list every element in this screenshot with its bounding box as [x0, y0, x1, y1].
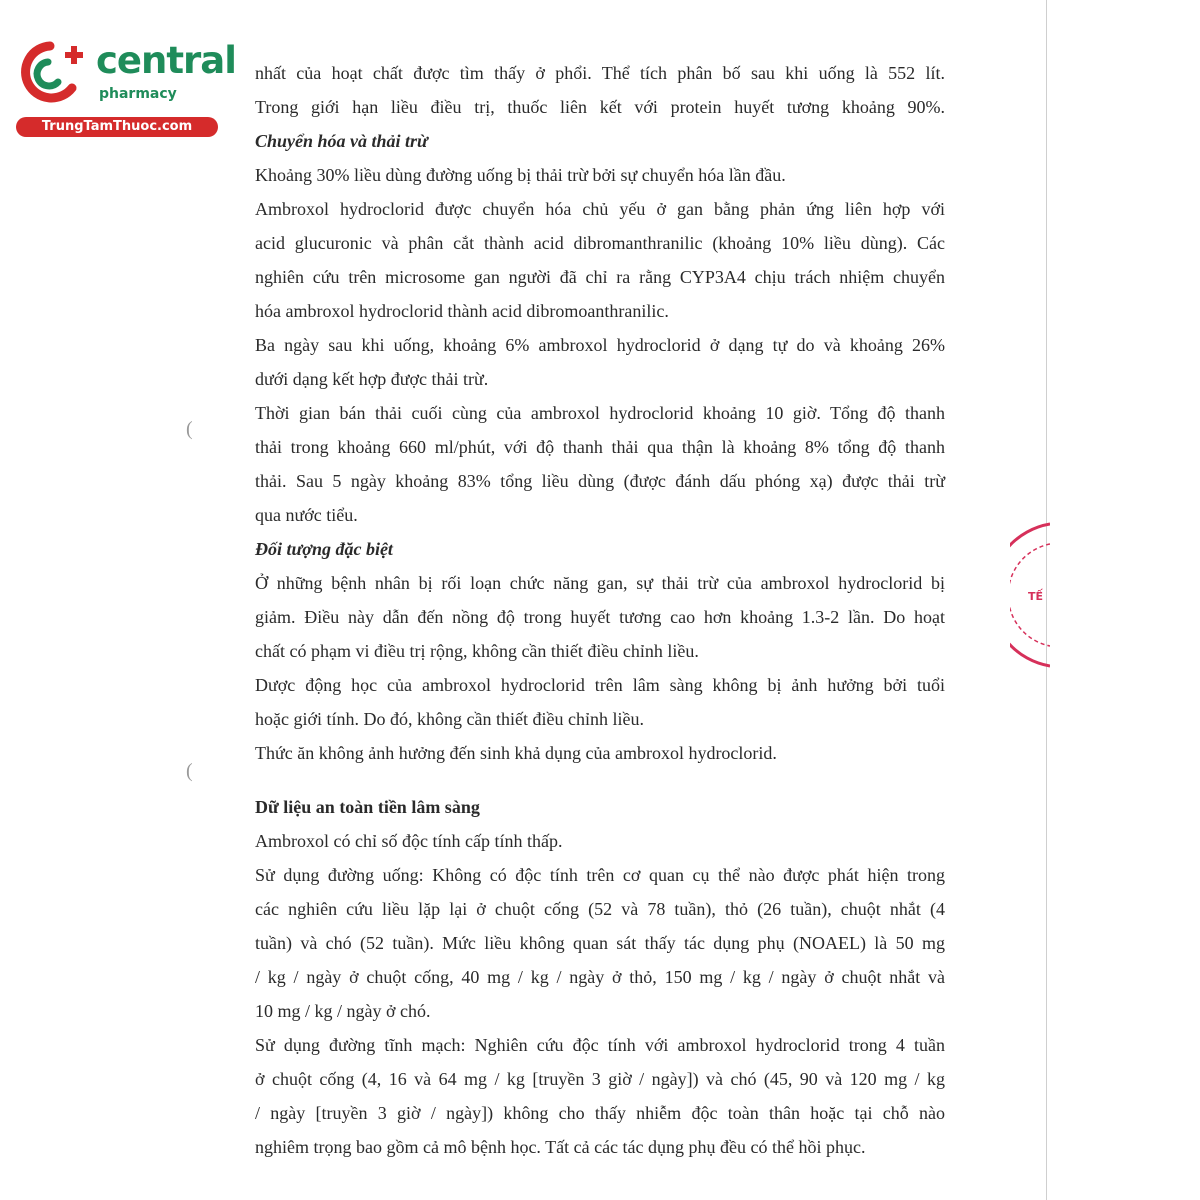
text-line: nghiêm trọng bao gồm cả mô bệnh học. Tất cả các tác dụng phụ đều có thể hồi phục. [255, 1137, 866, 1157]
text-line: Thời gian bán thải cuối cùng của ambroxol hydroclorid khoảng 10 giờ. Tổng độ thanh [255, 403, 945, 423]
text-line: Sử dụng đường uống: Không có độc tính trên cơ quan cụ thể nào được phát hiện trong [255, 865, 945, 885]
text-line: ở chuột cống (4, 16 và 64 mg / kg [truyền 3 giờ / ngày]) và chó (45, 90 và 120 mg / kg [255, 1069, 945, 1089]
text-line: Ambroxol có chỉ số độc tính cấp tính thấp. [255, 831, 563, 851]
logo-brand-text: central [96, 39, 236, 82]
stamp-text: TẾ [1028, 590, 1044, 603]
text-line: chất có phạm vi điều trị rộng, không cần thiết điều chỉnh liều. [255, 641, 699, 661]
text-line: Trong giới hạn liều điều trị, thuốc liên kết với protein huyết tương khoảng 90%. [255, 97, 945, 117]
text-line: các nghiên cứu liều lặp lại ở chuột cống (52 và 78 tuần), thỏ (26 tuần), chuột nhắt (4 [255, 899, 945, 919]
logo-mark-icon [10, 38, 90, 108]
text-line: thải. Sau 5 ngày khoảng 83% tổng liều dùng (được đánh dấu phóng xạ) được thải trừ [255, 471, 945, 491]
text-line: dưới dạng kết hợp được thải trừ. [255, 369, 489, 389]
text-line: / ngày [truyền 3 giờ / ngày]) không cho thấy nhiễm độc toàn thân hoặc tại chỗ nào [255, 1103, 945, 1123]
text-line: Ở những bệnh nhân bị rối loạn chức năng gan, sự thải trừ của ambroxol hydroclorid bị [255, 573, 945, 593]
text-line: Thức ăn không ảnh hưởng đến sinh khả dụng của ambroxol hydroclorid. [255, 743, 777, 763]
red-stamp-icon [1010, 520, 1050, 670]
text-line: Khoảng 30% liều dùng đường uống bị thải trừ bởi sự chuyển hóa lần đầu. [255, 165, 786, 185]
text-line: Sử dụng đường tĩnh mạch: Nghiên cứu độc tính với ambroxol hydroclorid trong 4 tuần [255, 1035, 945, 1055]
margin-mark: ( [186, 418, 193, 440]
text-line: hóa ambroxol hydroclorid thành acid dibromoanthranilic. [255, 301, 669, 321]
text-line: acid glucuronic và phân cắt thành acid dibromanthranilic (khoảng 10% liều dùng). Các [255, 233, 945, 253]
margin-mark: ( [186, 760, 193, 782]
logo-url-badge[interactable]: TrungTamThuoc.com [16, 117, 218, 137]
section-heading-metabolism: Chuyển hóa và thải trừ [255, 131, 428, 151]
text-line: nghiên cứu trên microsome gan người đã chỉ ra rằng CYP3A4 chịu trách nhiệm chuyển [255, 267, 945, 287]
text-line: Dược động học của ambroxol hydroclorid trên lâm sàng không bị ảnh hưởng bởi tuổi [255, 675, 945, 695]
text-line: thải trong khoảng 660 ml/phút, với độ thanh thải qua thận là khoảng 8% tổng độ thanh [255, 437, 945, 457]
text-line: nhất của hoạt chất được tìm thấy ở phổi. Thể tích phân bố sau khi uống là 552 lít. [255, 63, 945, 83]
text-line: giảm. Điều này dẫn đến nồng độ trong huyết tương cao hơn khoảng 1.3-2 lần. Do hoạt [255, 607, 945, 627]
page-margin-right [1046, 0, 1200, 1200]
text-line: tuần) và chó (52 tuần). Mức liều không quan sát thấy tác dụng phụ (NOAEL) là 50 mg [255, 933, 945, 953]
text-line: / kg / ngày ở chuột cống, 40 mg / kg / ngày ở thỏ, 150 mg / kg / ngày ở chuột nhắt và [255, 967, 945, 987]
text-line: qua nước tiểu. [255, 505, 358, 525]
section-heading-preclinical-safety: Dữ liệu an toàn tiền lâm sàng [255, 797, 480, 817]
section-heading-special-populations: Đối tượng đặc biệt [255, 539, 393, 559]
text-line: Ba ngày sau khi uống, khoảng 6% ambroxol hydroclorid ở dạng tự do và khoảng 26% [255, 335, 945, 355]
text-line: hoặc giới tính. Do đó, không cần thiết điều chỉnh liều. [255, 709, 644, 729]
text-line: 10 mg / kg / ngày ở chó. [255, 1001, 431, 1021]
text-line: Ambroxol hydroclorid được chuyển hóa chủ yếu ở gan bằng phản ứng liên hợp với [255, 199, 945, 219]
central-pharmacy-logo[interactable] [10, 38, 236, 138]
logo-sub-text: pharmacy [99, 86, 177, 102]
